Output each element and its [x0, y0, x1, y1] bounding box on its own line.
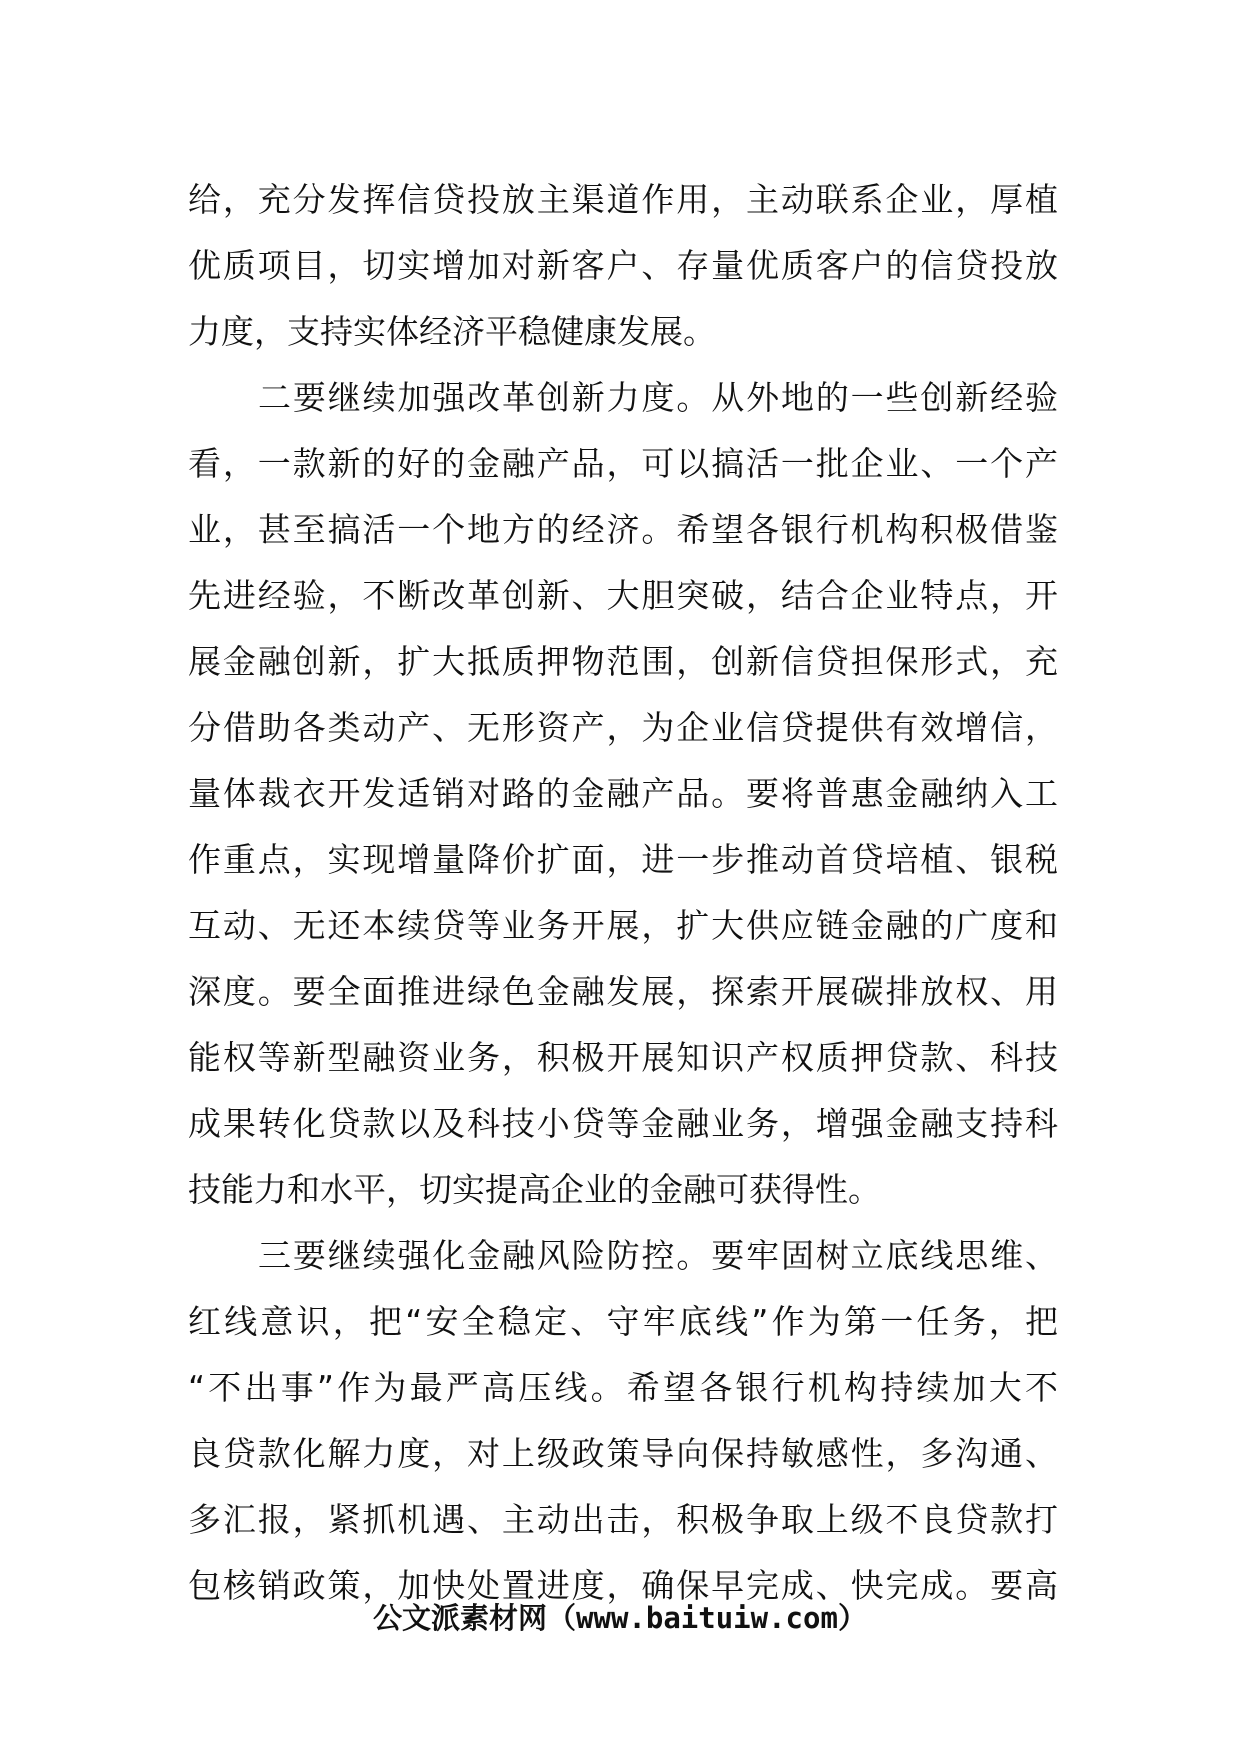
text-line: 作重点，实现增量降价扩面，进一步推动首贷培植、银税	[188, 840, 1058, 879]
paragraph-heading-line: 三要继续强化金融风险防控。要牢固树立底线思维、	[258, 1236, 1058, 1275]
text-line: 给，充分发挥信贷投放主渠道作用，主动联系企业，厚植	[188, 180, 1058, 219]
text-line: 技能力和水平，切实提高企业的金融可获得性。	[188, 1170, 881, 1209]
text-line: 量体裁衣开发适销对路的金融产品。要将普惠金融纳入工	[188, 774, 1058, 813]
text-line: 分借助各类动产、无形资产，为企业信贷提供有效增信，	[188, 708, 1058, 747]
text-line: 业，甚至搞活一个地方的经济。希望各银行机构积极借鉴	[188, 510, 1058, 549]
document-body	[188, 167, 1058, 1619]
text-line: 看，一款新的好的金融产品，可以搞活一批企业、一个产	[188, 444, 1058, 483]
footer-url: （www.baituiw.com）	[547, 1601, 867, 1635]
text-line: 多汇报，紧抓机遇、主动出击，积极争取上级不良贷款打	[188, 1500, 1058, 1539]
text-line: 包核销政策，加快处置进度，确保早完成、快完成。要高	[188, 1566, 1058, 1605]
text-line: 展金融创新，扩大抵质押物范围，创新信贷担保形式，充	[188, 642, 1058, 681]
paragraph-heading-line: 二要继续加强改革创新力度。从外地的一些创新经验	[258, 378, 1058, 417]
text-line: “不出事”作为最严高压线。希望各银行机构持续加大不	[188, 1368, 1058, 1407]
text-line: 良贷款化解力度，对上级政策导向保持敏感性，多沟通、	[188, 1434, 1058, 1473]
text-line: 成果转化贷款以及科技小贷等金融业务，增强金融支持科	[188, 1104, 1058, 1143]
page-footer	[0, 1598, 1240, 1638]
text-line: 先进经验，不断改革创新、大胆突破，结合企业特点，开	[188, 576, 1058, 615]
text-line: 互动、无还本续贷等业务开展，扩大供应链金融的广度和	[188, 906, 1058, 945]
text-line: 深度。要全面推进绿色金融发展，探索开展碳排放权、用	[188, 972, 1058, 1011]
footer-site-name: 公文派素材网	[373, 1601, 548, 1635]
text-line: 红线意识，把“安全稳定、守牢底线”作为第一任务，把	[188, 1302, 1058, 1341]
text-line: 优质项目，切实增加对新客户、存量优质客户的信贷投放	[188, 246, 1058, 285]
text-line: 力度，支持实体经济平稳健康发展。	[188, 312, 716, 351]
text-line: 能权等新型融资业务，积极开展知识产权质押贷款、科技	[188, 1038, 1058, 1077]
